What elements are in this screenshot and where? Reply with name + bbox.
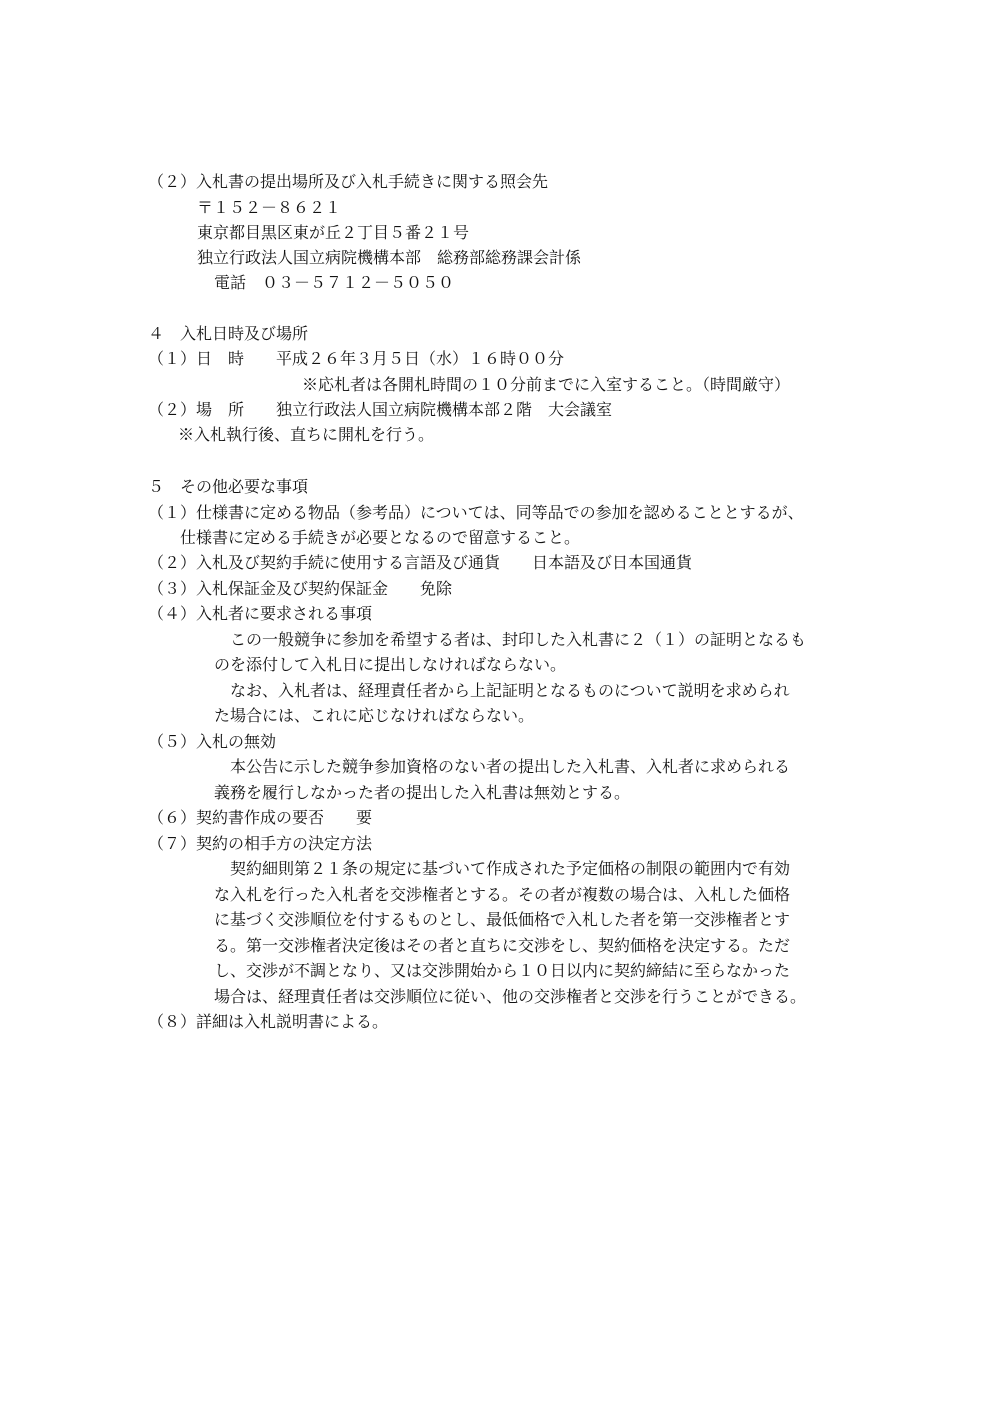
organization: 独立行政法人国立病院機構本部 総務部総務課会計係	[197, 248, 582, 267]
phone-number: 電話 ０３－５７１２－５０５０	[214, 273, 455, 292]
item4-para1-line2: のを添付して入札日に提出しなければならない。	[214, 655, 567, 674]
item5-heading: （５）入札の無効	[148, 732, 277, 751]
bid-datetime: （１）日 時 平成２６年３月５日（水）１６時００分	[148, 349, 565, 368]
item4-para2-line1: なお、入札者は、経理責任者から上記証明となるものについて説明を求められ	[230, 681, 790, 700]
item4-para2-line2: た場合には、これに応じなければならない。	[214, 706, 535, 725]
contact-heading: （２）入札書の提出場所及び入札手続きに関する照会先	[148, 172, 549, 191]
section5-heading: ５ その他必要な事項	[148, 477, 309, 496]
item1-line1: （１）仕様書に定める物品（参考品）については、同等品での参加を認めることとするが、	[148, 503, 804, 522]
address: 東京都目黒区東が丘２丁目５番２１号	[197, 223, 470, 242]
section4-heading: ４ 入札日時及び場所	[148, 324, 309, 343]
item7-line3: に基づく交渉順位を付するものとし、最低価格で入札した者を第一交渉権者とす	[214, 910, 791, 929]
item4-para1-line1: この一般競争に参加を希望する者は、封印した入札書に２（１）の証明となるも	[230, 630, 807, 649]
item5-line1: 本公告に示した競争参加資格のない者の提出した入札書、入札者に求められる	[230, 757, 791, 776]
item6: （６）契約書作成の要否 要	[148, 808, 373, 827]
bid-place-note: ※入札執行後、直ちに開札を行う。	[178, 425, 435, 444]
item7-heading: （７）契約の相手方の決定方法	[148, 834, 373, 853]
item3: （３）入札保証金及び契約保証金 免除	[148, 579, 453, 598]
item2: （２）入札及び契約手続に使用する言語及び通貨 日本語及び日本国通貨	[148, 553, 693, 572]
item7-line1: 契約細則第２１条の規定に基づいて作成された予定価格の制限の範囲内で有効	[230, 859, 791, 878]
postal-code: 〒１５２－８６２１	[197, 198, 342, 217]
item5-line2: 義務を履行しなかった者の提出した入札書は無効とする。	[214, 783, 631, 802]
item1-line2: 仕様書に定める手続きが必要となるので留意すること。	[180, 528, 581, 547]
item7-line2: な入札を行った入札者を交渉権者とする。その者が複数の場合は、入札した価格	[214, 885, 791, 904]
item7-line6: 場合は、経理責任者は交渉順位に従い、他の交渉権者と交渉を行うことができる。	[214, 987, 807, 1006]
bid-datetime-note: ※応札者は各開札時間の１０分前までに入室すること。（時間厳守）	[302, 375, 791, 394]
item7-line5: し、交渉が不調となり、又は交渉開始から１０日以内に契約締結に至らなかった	[214, 961, 791, 980]
item8: （８）詳細は入札説明書による。	[148, 1012, 389, 1031]
item4-heading: （４）入札者に要求される事項	[148, 604, 373, 623]
item7-line4: る。第一交渉権者決定後はその者と直ちに交渉をし、契約価格を決定する。ただ	[214, 936, 791, 955]
bid-place: （２）場 所 独立行政法人国立病院機構本部２階 大会議室	[148, 400, 613, 419]
